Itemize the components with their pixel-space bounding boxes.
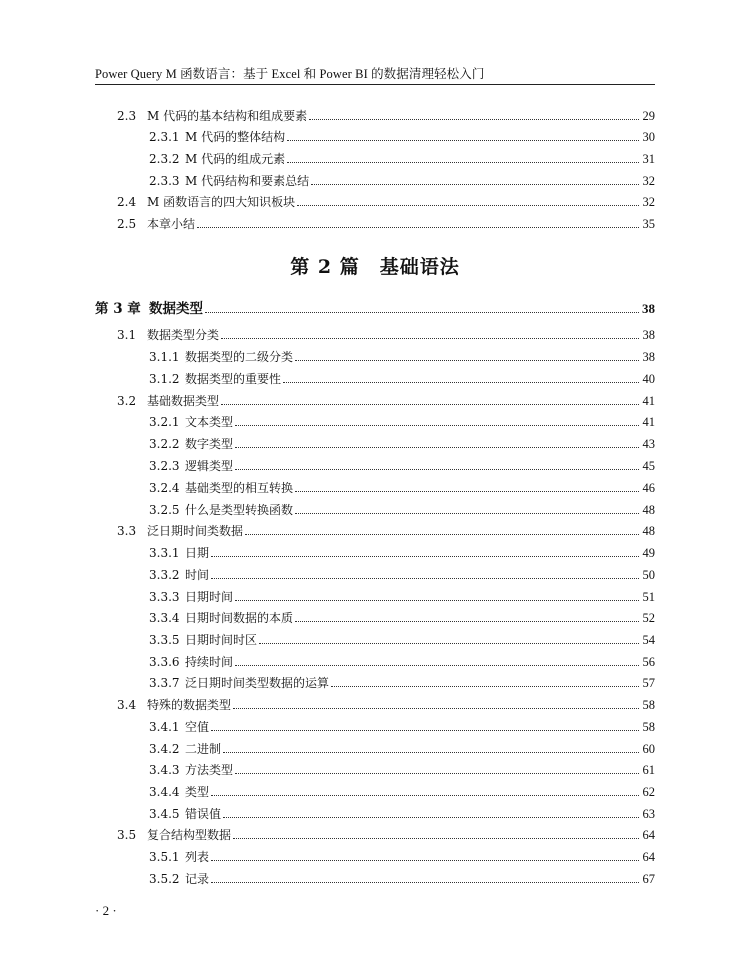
toc-entry [149, 779, 655, 799]
dot-leader [309, 119, 639, 120]
toc-entry-page: 57 [642, 676, 655, 690]
page-number: · 2 · [95, 903, 117, 918]
toc-entry-page: 51 [642, 590, 655, 604]
toc-entry-number: 3.2.2 [149, 437, 180, 451]
toc-entry-title: M 代码的基本结构和组成要素 [147, 109, 308, 123]
toc-entry-page: 43 [642, 437, 655, 451]
toc-entry-title: M 函数语言的四大知识板块 [147, 195, 296, 209]
toc-entry-title: 时间 [185, 568, 210, 582]
part-title: 第 2 篇 基础语法 [290, 256, 460, 278]
dot-leader [235, 425, 639, 426]
toc-entry [149, 562, 655, 582]
dot-leader [235, 600, 639, 601]
toc-entry-title: M 代码的组成元素 [185, 152, 286, 166]
dot-leader [233, 708, 639, 709]
toc-entry-page: 61 [642, 763, 655, 777]
toc-entry [117, 322, 655, 342]
toc-entry-number: 3.3.5 [149, 633, 180, 647]
toc-entry-title: 日期时间数据的本质 [185, 611, 294, 625]
toc-entry-number: 3.3.6 [149, 655, 180, 669]
toc-entry-page: 56 [642, 655, 655, 669]
toc-entry-page: 31 [642, 152, 655, 166]
toc-entry [149, 453, 655, 473]
toc-entry [149, 366, 655, 386]
toc-entry-page: 32 [642, 174, 655, 188]
toc-entry [149, 844, 655, 864]
dot-leader [235, 773, 639, 774]
dot-leader [283, 382, 639, 383]
toc-entry [149, 627, 655, 647]
toc-entry-title: 基础数据类型 [147, 394, 220, 408]
toc-entry-title: 数据类型的二级分类 [185, 350, 294, 364]
toc-entry-page: 30 [642, 130, 655, 144]
toc-entry [117, 388, 655, 408]
toc-entry-page: 54 [642, 633, 655, 647]
toc-entry-number: 3.3.7 [149, 676, 180, 690]
header-rule [95, 84, 655, 85]
toc-entry [149, 540, 655, 560]
dot-leader [221, 338, 639, 339]
toc-entry-page: 64 [642, 850, 655, 864]
toc-chapter-entry [95, 296, 655, 316]
dot-leader [235, 665, 639, 666]
toc-entry [117, 822, 655, 842]
dot-leader [205, 312, 639, 313]
toc-entry-page: 52 [642, 611, 655, 625]
toc-entry-page: 38 [642, 350, 655, 364]
toc-entry-number: 第 3 章 [95, 301, 141, 317]
toc-entry [149, 736, 655, 756]
toc-entry-number: 3.1.1 [149, 350, 180, 364]
toc-entry-page: 38 [642, 301, 655, 316]
toc-entry-page: 38 [642, 328, 655, 342]
dot-leader [211, 578, 639, 579]
toc-entry-page: 35 [642, 217, 655, 231]
toc-entry-number: 3.2.1 [149, 415, 180, 429]
toc-entry [149, 714, 655, 734]
dot-leader [211, 730, 639, 731]
toc-entry-page: 50 [642, 568, 655, 582]
toc-entry-number: 3.4.4 [149, 785, 180, 799]
toc-entry [149, 605, 655, 625]
toc-entry-number: 2.5 [117, 217, 137, 231]
toc-entry [149, 409, 655, 429]
toc-entry-page: 49 [642, 546, 655, 560]
toc-entry [117, 518, 655, 538]
toc-entry-title: 逻辑类型 [185, 459, 234, 473]
toc-entry [149, 670, 655, 690]
toc-entry-number: 3.3.3 [149, 590, 180, 604]
toc-entry-page: 41 [642, 415, 655, 429]
toc-entry-title: 日期 [185, 546, 210, 560]
toc-entry-number: 3.5.1 [149, 850, 180, 864]
toc-entry-number: 2.3.1 [149, 130, 180, 144]
toc-entry-page: 58 [642, 720, 655, 734]
toc-entry [149, 757, 655, 777]
toc-entry-title: 复合结构型数据 [147, 828, 232, 842]
toc-entry [149, 146, 655, 166]
toc-entry-title: 数字类型 [185, 437, 234, 451]
toc-entry-number: 2.3 [117, 109, 137, 123]
toc-entry-title: 记录 [185, 872, 210, 886]
toc-entry-page: 48 [642, 524, 655, 538]
dot-leader [287, 162, 639, 163]
toc-entry-title: 本章小结 [147, 217, 196, 231]
toc-entry-number: 3.4.1 [149, 720, 180, 734]
toc-entry-page: 45 [642, 459, 655, 473]
dot-leader [295, 621, 639, 622]
dot-leader [223, 817, 639, 818]
dot-leader [245, 534, 639, 535]
toc-entry-title: 数据类型的重要性 [185, 372, 282, 386]
toc-entry-title: 二进制 [185, 742, 222, 756]
toc-entry-number: 2.3.3 [149, 174, 180, 188]
dot-leader [211, 556, 639, 557]
toc-entry-page: 32 [642, 195, 655, 209]
toc-entry [149, 344, 655, 364]
toc-entry-page: 64 [642, 828, 655, 842]
dot-leader [233, 838, 639, 839]
dot-leader [295, 360, 639, 361]
toc-entry-number: 3.2 [117, 394, 137, 408]
toc-entry [149, 584, 655, 604]
toc-entry-number: 3.3.4 [149, 611, 180, 625]
toc-entry-number: 3.3.1 [149, 546, 180, 560]
toc-entry-title: 类型 [185, 785, 210, 799]
dot-leader [295, 491, 639, 492]
toc-entry-title: 日期时间时区 [185, 633, 258, 647]
toc-entry [149, 497, 655, 517]
toc-entry [149, 124, 655, 144]
toc-entry-title: 空值 [185, 720, 210, 734]
toc-entry-number: 2.3.2 [149, 152, 180, 166]
toc-entry-number: 3.2.3 [149, 459, 180, 473]
toc-entry-page: 60 [642, 742, 655, 756]
toc-entry-page: 62 [642, 785, 655, 799]
toc-entry-title: 数据类型 [149, 301, 203, 317]
toc-entry-number: 2.4 [117, 195, 137, 209]
toc-entry-title: 什么是类型转换函数 [185, 503, 294, 517]
toc-entry-page: 41 [642, 394, 655, 408]
dot-leader [259, 643, 639, 644]
toc-entry [117, 189, 655, 209]
toc-entry [149, 431, 655, 451]
toc-entry-page: 48 [642, 503, 655, 517]
toc-entry-title: 列表 [185, 850, 210, 864]
toc-entry-title: 泛日期时间类数据 [147, 524, 244, 538]
toc-entry-title: 特殊的数据类型 [147, 698, 232, 712]
dot-leader [211, 882, 639, 883]
toc-entry-page: 46 [642, 481, 655, 495]
toc-entry-number: 3.1.2 [149, 372, 180, 386]
toc-entry-number: 3.2.5 [149, 503, 180, 517]
toc-entry-number: 3.4.2 [149, 742, 180, 756]
dot-leader [311, 184, 639, 185]
toc-entry-number: 3.3.2 [149, 568, 180, 582]
toc-entry [117, 103, 655, 123]
dot-leader [223, 752, 639, 753]
toc-entry-title: 日期时间 [185, 590, 234, 604]
toc-entry-title: 持续时间 [185, 655, 234, 669]
dot-leader [235, 469, 639, 470]
dot-leader [235, 447, 639, 448]
toc-entry-number: 3.2.4 [149, 481, 180, 495]
toc-entry-title: 数据类型分类 [147, 328, 220, 342]
toc-entry-page: 67 [642, 872, 655, 886]
dot-leader [331, 686, 639, 687]
toc-entry [117, 211, 655, 231]
toc-entry-number: 3.4.3 [149, 763, 180, 777]
running-header: Power Query M 函数语言：基于 Excel 和 Power BI 的数据清理轻松入门 [95, 67, 485, 81]
toc-entry-title: 基础类型的相互转换 [185, 481, 294, 495]
toc-entry [149, 649, 655, 669]
toc-entry [149, 168, 655, 188]
toc-entry-number: 3.5 [117, 828, 137, 842]
toc-entry-title: M 代码的整体结构 [185, 130, 286, 144]
dot-leader [211, 860, 639, 861]
toc-entry-number: 3.1 [117, 328, 137, 342]
toc-entry-title: 泛日期时间类型数据的运算 [185, 676, 330, 690]
toc-entry [149, 801, 655, 821]
dot-leader [287, 140, 639, 141]
toc-entry-title: 错误值 [185, 807, 222, 821]
dot-leader [295, 513, 639, 514]
toc-entry-number: 3.3 [117, 524, 137, 538]
dot-leader [221, 404, 639, 405]
toc-entry-title: M 代码结构和要素总结 [185, 174, 310, 188]
toc-entry-title: 文本类型 [185, 415, 234, 429]
toc-entry-number: 3.5.2 [149, 872, 180, 886]
toc-entry-title: 方法类型 [185, 763, 234, 777]
dot-leader [297, 205, 639, 206]
toc-entry [149, 866, 655, 886]
toc-entry-page: 40 [642, 372, 655, 386]
dot-leader [211, 795, 639, 796]
toc-entry-page: 63 [642, 807, 655, 821]
toc-entry [149, 475, 655, 495]
toc-entry-number: 3.4 [117, 698, 137, 712]
toc-entry-number: 3.4.5 [149, 807, 180, 821]
toc-entry [117, 692, 655, 712]
toc-entry-page: 58 [642, 698, 655, 712]
dot-leader [197, 227, 639, 228]
toc-entry-page: 29 [642, 109, 655, 123]
